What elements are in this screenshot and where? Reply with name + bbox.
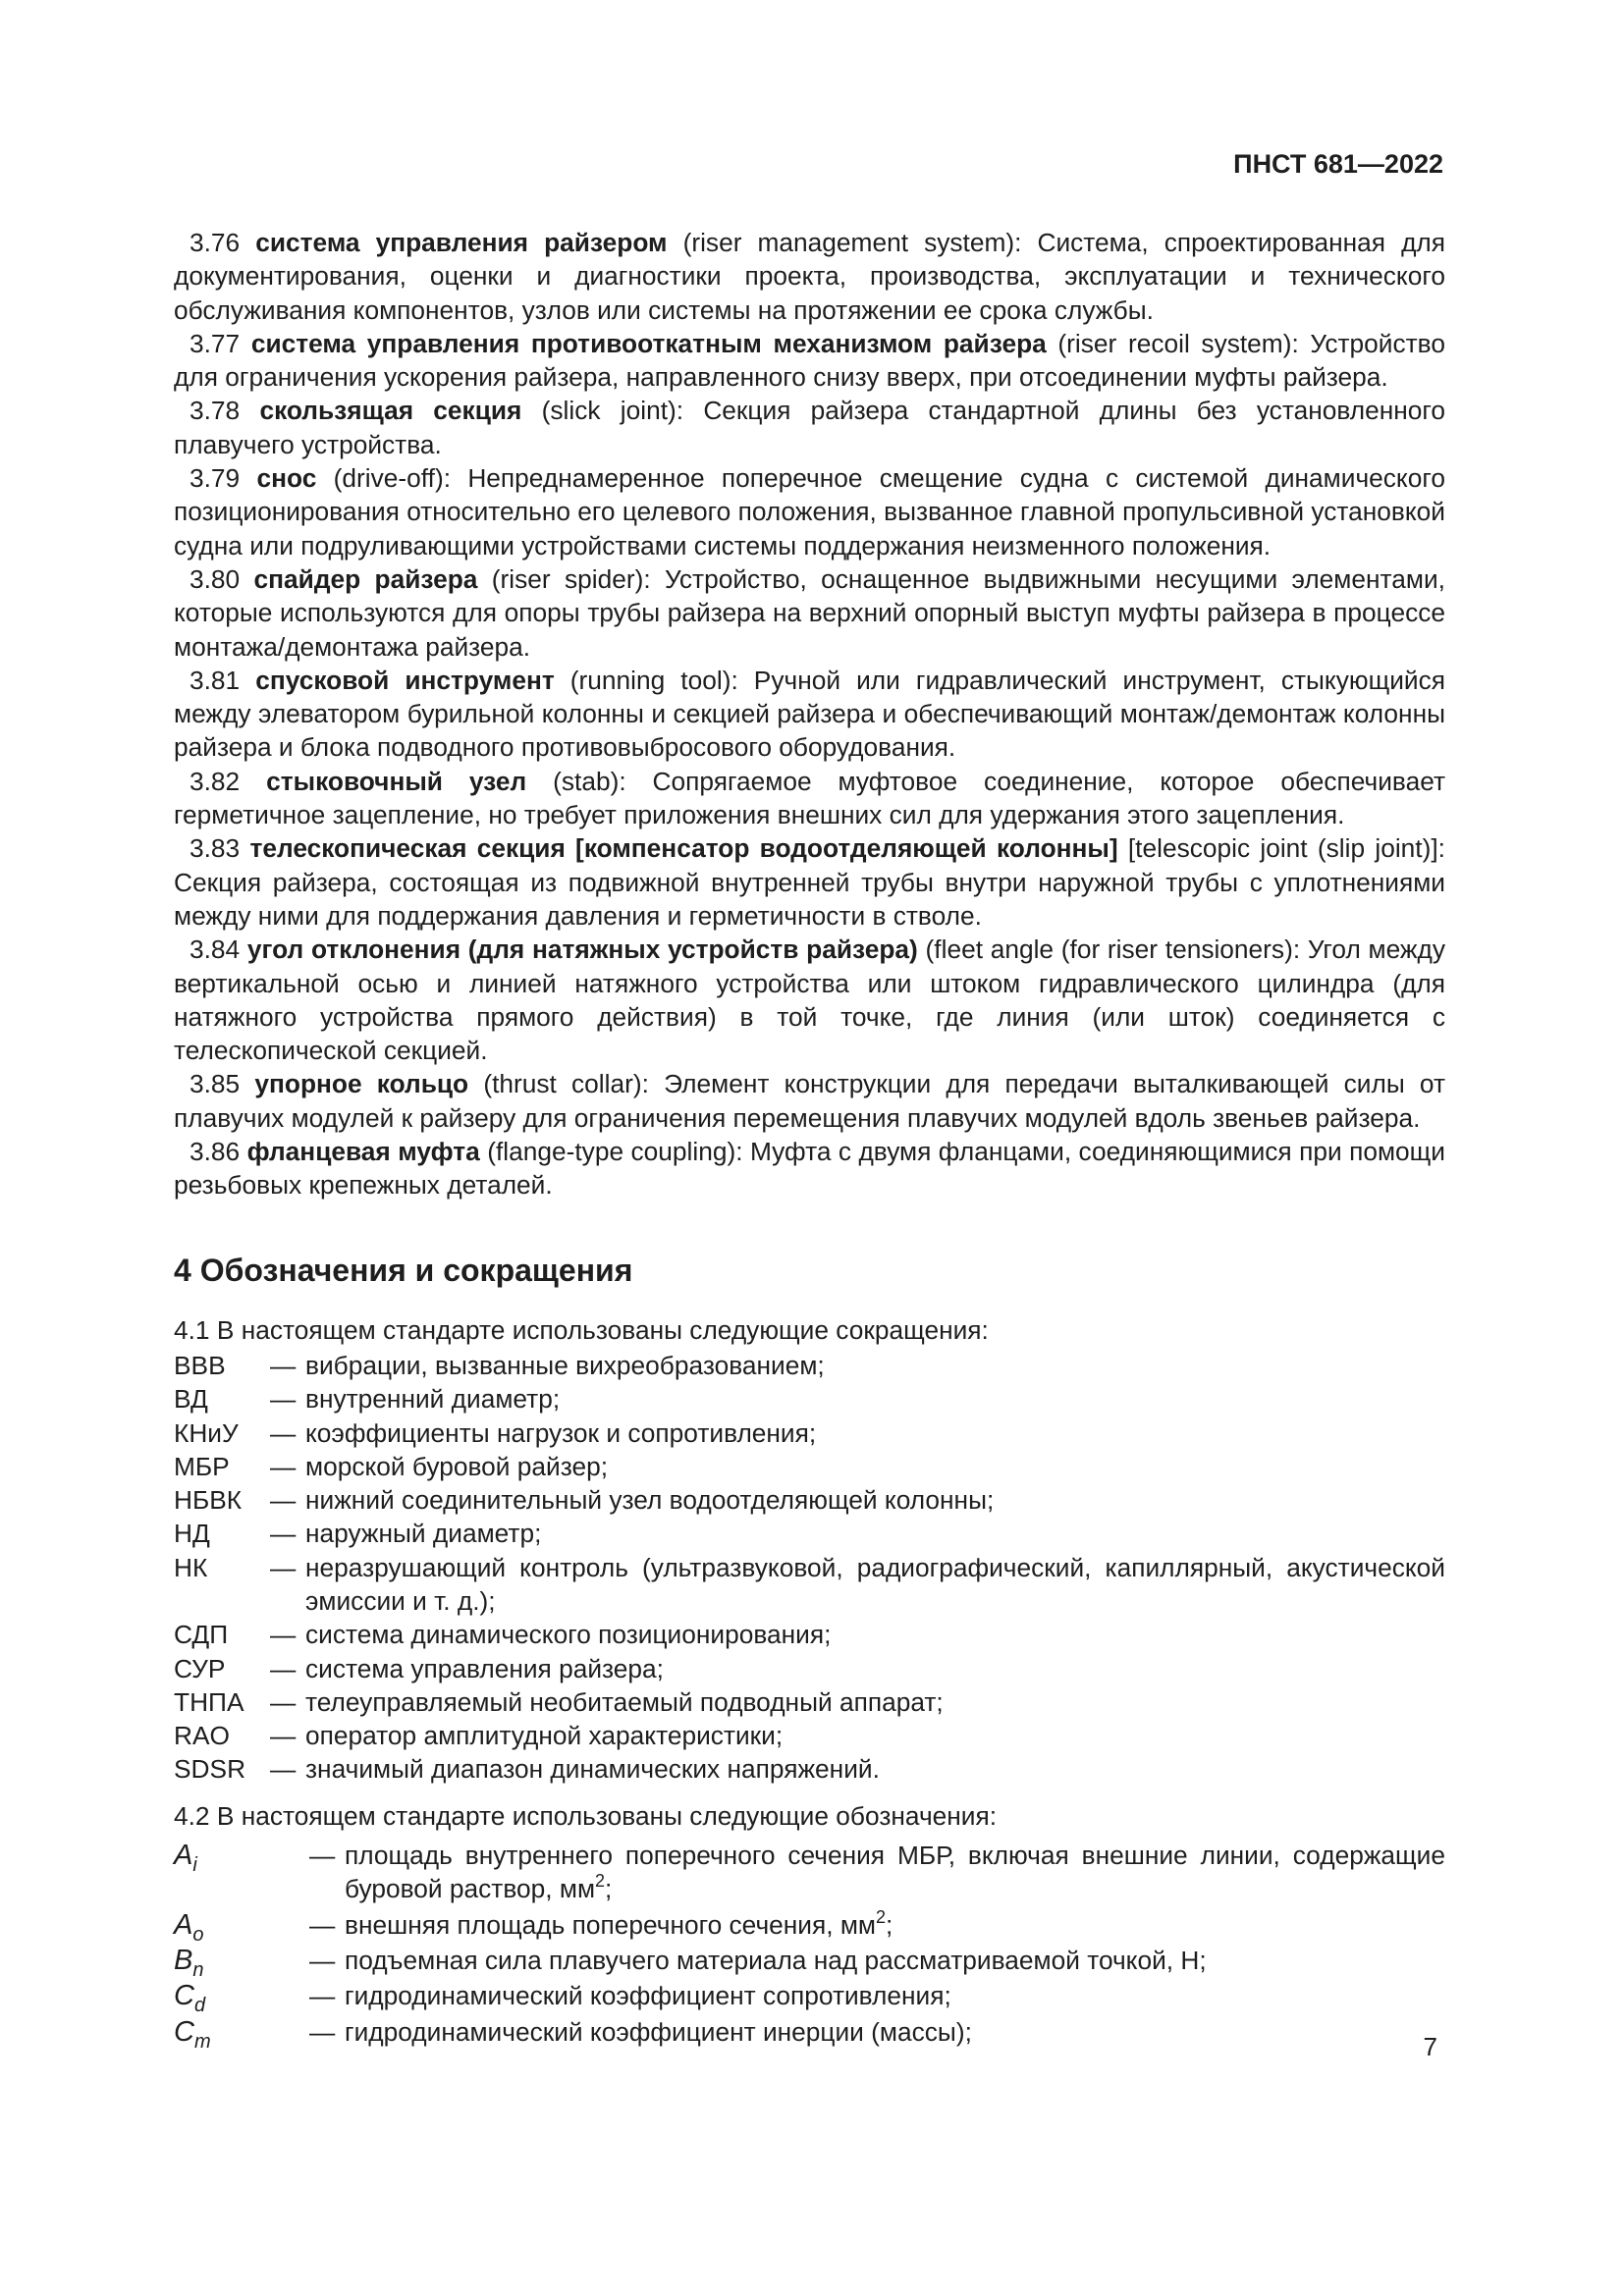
- symbol-row: [174, 2015, 1445, 2053]
- symbol-row: [174, 1944, 1445, 1981]
- abbreviation-row: [174, 1450, 1445, 1483]
- abbreviation-key: КНиУ: [174, 1417, 239, 1448]
- term-3-82: 3.82 стыковочный узел (stab): Сопрягаемое муфтовое соединение, которое обеспечивает герметичное зацепление, но требует приложения внешних сил для удержания этого зацепления.: [174, 766, 1445, 830]
- term-3-85: 3.85 упорное кольцо (thrust collar): Элемент конструкции для передачи выталкивающей силы от плавучих модулей к райзеру для ограничения перемещения плавучих модулей вдоль звеньев райзера.: [174, 1069, 1445, 1133]
- term-name: снос: [256, 463, 317, 494]
- term-3-76: 3.76 система управления райзером (riser management system): Система, спроектированная для документирования, оценки и диагностики проекта, производства, эксплуатации и технического обслуживания компонентов, узлов или системы на протяжении ее срока службы.: [174, 228, 1445, 325]
- abbreviation-key: НК: [174, 1552, 208, 1582]
- abbreviation-text: система динамического позиционирования;: [305, 1620, 832, 1650]
- term-name: система управления противооткатным механизмом райзера: [250, 328, 1047, 358]
- dash: —: [270, 1451, 297, 1481]
- abbreviation-row: [174, 1652, 1445, 1685]
- abbreviations-intro: 4.1 В настоящем стандарте использованы следующие сокращения:: [174, 1314, 989, 1345]
- abbreviation-text: нижний соединительный узел водоотделяющей колонны;: [305, 1485, 995, 1516]
- dash: —: [309, 1981, 336, 2011]
- abbreviation-text: вибрации, вызванные вихреобразованием;: [305, 1350, 825, 1380]
- abbreviation-key: ТНПА: [174, 1686, 244, 1717]
- dash: —: [270, 1350, 297, 1380]
- symbol-row: [174, 1839, 1445, 1906]
- dash: —: [309, 1909, 336, 1940]
- abbreviation-row: [174, 1551, 1445, 1619]
- abbreviation-key: ВД: [174, 1384, 208, 1415]
- dash: —: [270, 1721, 297, 1751]
- term-name: система управления райзером: [255, 228, 668, 257]
- abbreviation-text: наружный диаметр;: [305, 1519, 542, 1549]
- dash: —: [270, 1417, 297, 1448]
- term-name: спусковой инструмент: [255, 665, 555, 695]
- symbol-key: $A_i$: [174, 1840, 197, 1877]
- abbreviation-row: [174, 1517, 1445, 1550]
- term-3-78: 3.78 скользящая секция (slick joint): Секция райзера стандартной длины без установленного плавучего устройства.: [174, 396, 1445, 459]
- term-3-84: 3.84 угол отклонения (для натяжных устройств райзера) (fleet angle (for riser tensioners): Угол между вертикальной осью и линией натяжного устройства или штоком гидравлического цилиндра (для натяжного устройства прямого действия) в той точке, где линия (или шток) соединяется с телескопической секцией.: [174, 934, 1445, 1066]
- abbreviation-row: [174, 1416, 1445, 1450]
- term-name: фланцевая муфта: [246, 1137, 480, 1167]
- abbreviation-text: система управления райзера;: [305, 1653, 664, 1683]
- symbols-intro: 4.2 В настоящем стандарте использованы следующие обозначения:: [174, 1800, 998, 1831]
- term-name: спайдер райзера: [253, 563, 478, 594]
- term-3-83: 3.83 телескопическая секция [компенсатор водоотделяющей колонны] [telescopic joint (slip joint)]: Секция райзера, состоящая из подвижной внутренней трубы внутри наружной трубы с уплотнениями между ними для поддержания давления и герметичности в стволе.: [174, 833, 1445, 931]
- dash: —: [270, 1653, 297, 1683]
- abbreviation-row: [174, 1752, 1445, 1786]
- section-title: 4 Обозначения и сокращения: [174, 1252, 633, 1288]
- abbreviation-row: [174, 1382, 1445, 1415]
- symbol-key: $A_o$: [174, 1908, 204, 1946]
- symbol-text: гидродинамический коэффициент сопротивления;: [345, 1981, 951, 2011]
- abbreviation-text: внутренний диаметр;: [305, 1384, 561, 1415]
- dash: —: [270, 1620, 297, 1650]
- dash: —: [270, 1686, 297, 1717]
- abbreviation-key: ВВВ: [174, 1350, 226, 1380]
- symbol-key: $C_d$: [174, 1980, 206, 2017]
- abbreviation-key: СУР: [174, 1653, 226, 1683]
- symbol-text: внешняя площадь поперечного сечения, $мм^2$;: [345, 1906, 893, 1940]
- term-3-77: 3.77 система управления противооткатным механизмом райзера (riser recoil system): Устройство для ограничения ускорения райзера, направленного снизу вверх, при отсоединении муфты райзера.: [174, 328, 1445, 393]
- term-name: скользящая секция: [259, 396, 522, 426]
- abbreviation-row: [174, 1618, 1445, 1651]
- document-code: ПНСТ 681—2022: [1233, 149, 1443, 179]
- dash: —: [270, 1519, 297, 1549]
- dash: —: [309, 1945, 336, 1975]
- symbol-text: гидродинамический коэффициент инерции (массы);: [345, 2016, 972, 2047]
- term-3-86: 3.86 фланцевая муфта (flange-type coupling): Муфта с двумя фланцами, соединяющимися при помощи резьбовых крепежных деталей.: [174, 1137, 1445, 1201]
- abbreviation-row: [174, 1349, 1445, 1382]
- abbreviation-row: [174, 1685, 1445, 1719]
- symbols-list: [174, 1839, 1445, 2053]
- abbreviation-key: SDSR: [174, 1754, 246, 1785]
- abbreviation-text: телеуправляемый необитаемый подводный аппарат;: [305, 1686, 944, 1717]
- symbol-text: подъемная сила плавучего материала над рассматриваемой точкой, Н;: [345, 1945, 1207, 1975]
- abbreviation-key: НД: [174, 1519, 210, 1549]
- abbreviation-key: СДП: [174, 1620, 229, 1650]
- term-3-80: 3.80 спайдер райзера (riser spider): Устройство, оснащенное выдвижными несущими элементами, которые используются для опоры трубы райзера на верхний опорный выступ муфты райзера в процессе монтажа/демонтажа райзера.: [174, 563, 1445, 662]
- abbreviation-text: морской буровой райзер;: [305, 1451, 609, 1481]
- dash: —: [270, 1552, 297, 1582]
- abbreviation-text: оператор амплитудной характеристики;: [305, 1721, 784, 1751]
- abbreviation-key: RAO: [174, 1721, 230, 1751]
- abbreviation-text: неразрушающий контроль (ультразвуковой, радиографический, капиллярный, акустической эмиссии и т. д.);: [305, 1552, 1445, 1616]
- dash: —: [309, 1841, 336, 1871]
- abbreviation-key: МБР: [174, 1451, 230, 1481]
- term-name: угол отклонения (для натяжных устройств райзера): [246, 934, 918, 965]
- terms-list: [174, 226, 1445, 1202]
- abbreviation-row: [174, 1483, 1445, 1517]
- dash: —: [270, 1485, 297, 1516]
- term-name: телескопическая секция [компенсатор водоотделяющей колонны]: [249, 833, 1118, 864]
- dash: —: [309, 2016, 336, 2047]
- dash: —: [270, 1384, 297, 1415]
- abbreviation-row: [174, 1719, 1445, 1752]
- abbreviations-list: [174, 1349, 1445, 1787]
- dash: —: [270, 1754, 297, 1785]
- abbreviation-key: НБВК: [174, 1485, 243, 1516]
- page-number: 7: [1423, 2032, 1437, 2061]
- term-name: стыковочный узел: [266, 766, 527, 796]
- symbol-text: площадь внутреннего поперечного сечения МБР, включая внешние линии, содержащие буровой раствор, $мм^2$;: [345, 1841, 1445, 1904]
- symbol-row: [174, 1906, 1445, 1946]
- symbol-key: $C_m$: [174, 2015, 211, 2053]
- page-content: [174, 226, 1445, 2051]
- term-3-79: 3.79 снос (drive-off): Непреднамеренное поперечное смещение судна с системой динамического позиционирования относительно его целевого положения, вызванное главной пропульсивной установкой судна или подруливающими устройствами системы поддержания неизменного положения.: [174, 463, 1445, 561]
- term-name: упорное кольцо: [254, 1069, 469, 1099]
- abbreviation-text: значимый диапазон динамических напряжений.: [305, 1754, 880, 1785]
- symbol-key: $B_n$: [174, 1944, 204, 1981]
- term-3-81: 3.81 спусковой инструмент (running tool): Ручной или гидравлический инструмент, стыкующийся между элеватором бурильной колонны и секцией райзера и обеспечивающий монтаж/демонтаж колонны райзера и блока подводного противовыбросового оборудования.: [174, 665, 1445, 763]
- symbol-row: [174, 1979, 1445, 2017]
- abbreviation-text: коэффициенты нагрузок и сопротивления;: [305, 1417, 817, 1448]
